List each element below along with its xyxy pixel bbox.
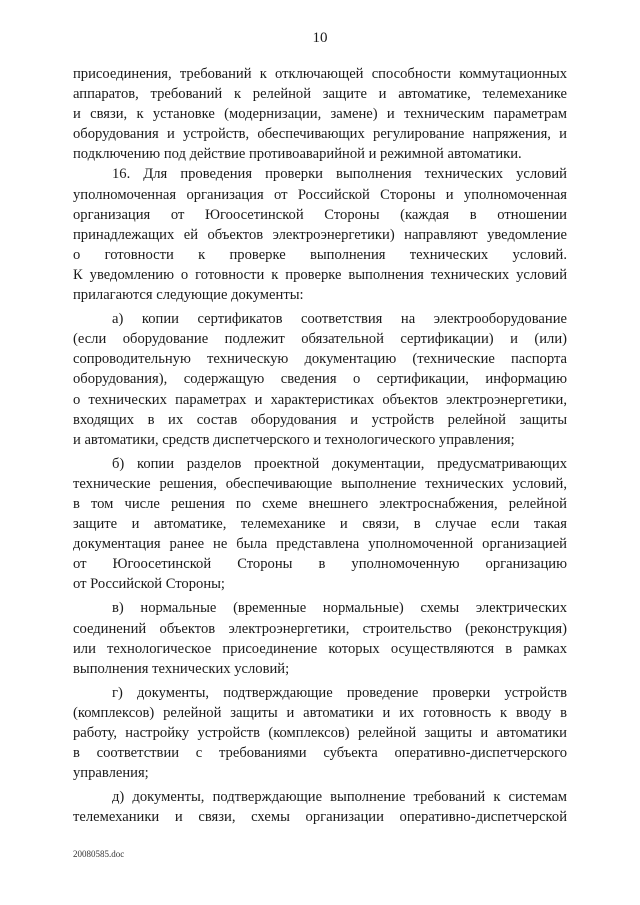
text-line: технические решения, обеспечивающие выполнение технических условий, xyxy=(73,475,567,492)
text-line: а) копии сертификатов соответствия на электрооборудование xyxy=(112,311,567,328)
page-number: 10 xyxy=(312,30,328,46)
text-line: о готовности к проверке выполнения технических условий. xyxy=(73,246,567,263)
paragraph-item-v xyxy=(73,598,567,678)
text-line: К уведомлению о готовности к проверке выполнения технических условий xyxy=(73,266,567,283)
text-line: в) нормальные (временные нормальные) схемы электрических xyxy=(112,600,567,617)
text-line: сопроводительную техническую документацию (технические паспорта xyxy=(73,351,567,368)
text-line: от Югоосетинской Стороны в уполномоченную организацию xyxy=(73,556,567,573)
text-line: о технических параметрах и характеристиках объектов электроэнергетики, xyxy=(73,391,567,408)
footer-filename: 20080585.doc xyxy=(73,849,125,859)
text-line: защите и автоматике, телемеханике и связи, в случае если такая xyxy=(73,516,567,533)
paragraph-continuation xyxy=(73,64,567,164)
text-line: в соответствии с требованиями субъекта оперативно-диспетчерского xyxy=(73,745,567,762)
paragraph-item-g xyxy=(73,683,567,783)
text-line: оборудования), содержащую сведения о сертификации, информацию xyxy=(73,371,567,388)
text-line: выполнения технических условий; xyxy=(73,660,290,677)
text-line: д) документы, подтверждающие выполнение требований к системам xyxy=(112,789,567,806)
text-line: аппаратов, требований к релейной защите и автоматике, телемеханике xyxy=(73,86,567,103)
text-line: принадлежащих ей объектов электроэнергетики) направляют уведомление xyxy=(73,226,567,243)
paragraph-item-d xyxy=(73,787,567,827)
text-line: и автоматики, средств диспетчерского и технологического управления; xyxy=(73,431,515,448)
text-line: организация от Югоосетинской Стороны (каждая в отношении xyxy=(73,206,567,223)
text-line: от Российской Стороны; xyxy=(73,576,225,593)
text-line: подключению под действие противоаварийной и режимной автоматики. xyxy=(73,146,522,163)
text-line: б) копии разделов проектной документации, предусматривающих xyxy=(112,455,567,472)
text-line: телемеханики и связи, схемы организации оперативно-диспетчерской xyxy=(73,809,567,826)
text-line: или технологическое присоединение которых осуществляются в рамках xyxy=(73,640,567,657)
text-line: (комплексов) релейной защиты и автоматики и их готовность к вводу в xyxy=(73,704,567,721)
text-line: входящих в их состав оборудования и устройств релейной защиты xyxy=(73,411,567,428)
paragraph-item-b xyxy=(73,454,567,595)
paragraph-item-a xyxy=(73,309,567,450)
paragraph-clause-16 xyxy=(73,164,567,305)
text-line: присоединения, требований к отключающей способности коммутационных xyxy=(73,66,567,82)
text-line: управления; xyxy=(73,765,149,782)
text-line: и связи, к установке (модернизации, замене) и техническим параметрам xyxy=(73,106,567,123)
text-line: (если оборудование подлежит обязательной сертификации) и (или) xyxy=(73,331,567,348)
text-line: прилагаются следующие документы: xyxy=(73,287,304,304)
text-line: г) документы, подтверждающие проведение проверки устройств xyxy=(112,684,567,701)
text-line: соединений объектов электроэнергетики, строительство (реконструкция) xyxy=(73,620,567,637)
document-body xyxy=(73,64,567,827)
text-line: оборудования и устройств, обеспечивающих регулирование напряжения, и xyxy=(73,126,567,143)
text-line: 16. Для проведения проверки выполнения технических условий xyxy=(112,166,567,183)
text-line: работу, настройку устройств (комплексов) релейной защиты и автоматики xyxy=(73,725,567,741)
text-line: документация ранее не была представлена уполномоченной организацией xyxy=(73,536,567,553)
text-line: в том числе решения по схеме внешнего электроснабжения, релейной xyxy=(73,495,567,512)
text-line: уполномоченная организация от Российской Стороны и уполномоченная xyxy=(73,186,567,203)
